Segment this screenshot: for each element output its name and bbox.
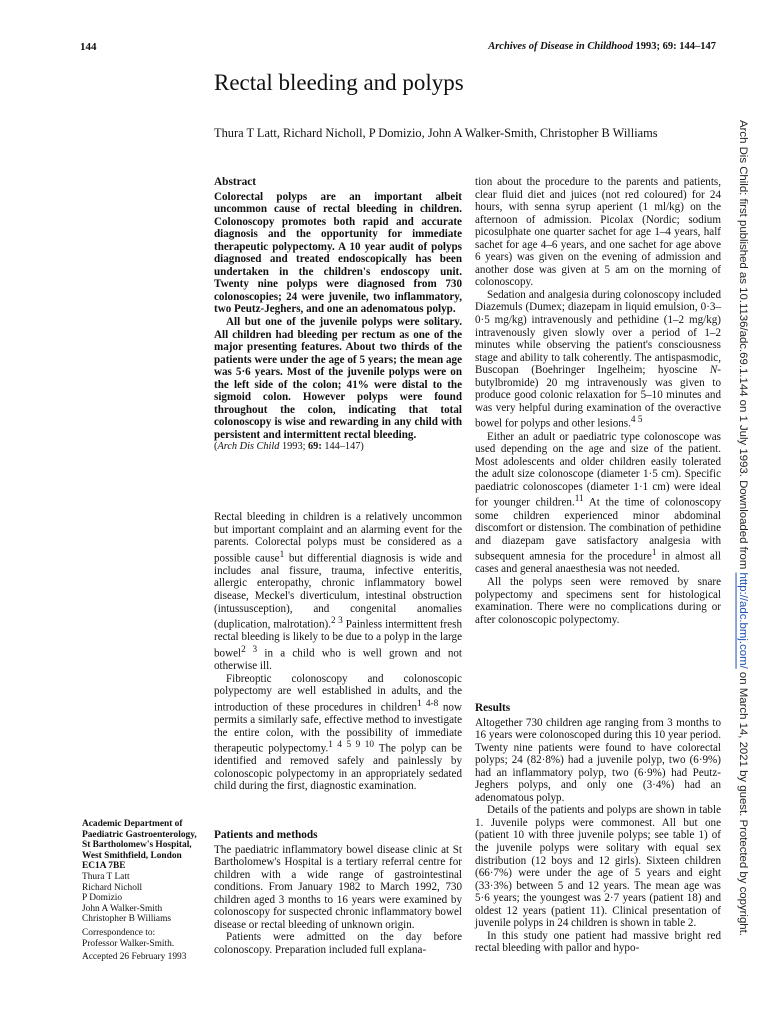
intro-paragraph: Rectal bleeding in children is a relatively uncommon but important complaint and an alarming event for the parents. Colorectal polyps must be considered as a possible cause$^1$ but differential diagnosis is wide and includes anal fissure, trauma, infective enteritis, allergic enteropathy, chronic inflammatory bowel disease, Meckel's diverticulum, intestinal obstruction (intussusception), and congenital anomalies (duplication, malrotation).$^{2 3}$ Painless intermittent fresh rectal bleeding is likely to be due to a polyp in the large bowel$^{2 3}$ in a child who is well grown and not otherwise ill.	[214, 511, 463, 673]
journal-name: Archives of Disease in Childhood	[488, 41, 633, 52]
affiliation-name: P Domizio	[82, 893, 123, 904]
methods-paragraph: The paediatric inflammatory bowel disease clinic at St Bartholomew's Hospital is a tertiary referral centre for children with a wide range of gastrointestinal conditions. From January 1982 to March 1992, 730 children aged 3 months to 16 years were examined by colonoscopy for suspected chronic inflammatory bowel disease or rectal bleeding of unknown origin.	[214, 843, 462, 931]
correspondence-name: Professor Walker-Smith.	[82, 938, 175, 949]
methods-paragraph: Sedation and analgesia during colonoscopy included Diazemuls (Dumex; diazepam in liquid emulsion, 0·3–0·5 mg/kg) intravenously and pethidine (1–2 mg/kg) intravenously given slowly over a period of 1–2 minutes while observing the patient's consciousness stage and ability to talk coherently. The antispasmodic, Buscopan (Boehringer Ingelheim; hyoscine N-butylbromide) 20 mg intravenously was given to produce good colonic relaxation for 5–10 minutes and was very helpful during examination of the overactive bowel for polyps and other lesions.$^{4 5}$	[475, 288, 721, 431]
citation-journal: Arch Dis Child	[217, 441, 280, 453]
notice-text: on March 14, 2021 by guest. Protected by copyright.	[737, 668, 749, 936]
journal-citation: 1993; 69: 144–147	[635, 41, 716, 52]
abstract-section	[214, 176, 462, 454]
citation-pages: 144–147)	[321, 441, 364, 453]
methods-paragraph: Either an adult or paediatric type colonoscope was used depending on the age and size of the patient. Most adolescents and older children easily tolerated the adult size colonoscope (diameter 1·5 cm). Specific paediatric colonoscopes (diameter 1·1 cm) were ideal for younger children.$^{11}$ At the time of colonoscopy some children experienced minor abdominal discomfort or distension. The combination of pethidine and diazepam gave satisfactory analgesia with subsequent amnesia for the procedure$^1$ in almost all cases and general anaesthesia was not needed.	[475, 430, 722, 576]
affiliation-name: Christopher B Williams	[82, 914, 172, 925]
author-list: Thura T Latt, Richard Nicholl, P Domizio, John A Walker-Smith, Christopher B Williams	[214, 126, 658, 140]
accepted-date: Accepted 26 February 1993	[82, 952, 187, 963]
notice-text: Arch Dis Child: first published as 10.1136/adc.69.1.144 on 1 July 1993. Downloaded from	[737, 120, 749, 573]
results-heading: Results	[475, 702, 511, 714]
results-paragraph: In this study one patient had massive bright red rectal bleeding with pallor and hypo-	[475, 929, 721, 955]
author-affiliation	[82, 819, 207, 963]
abstract-paragraph: All but one of the juvenile polyps were solitary. All children had bleeding per rectum as one of the major presenting features. About two thirds of the patients were under the age of 5 years; the mean age was 5·6 years. Most of the juvenile polyps were on the left side of the colon; 41% were distal to the sigmoid colon. However polyps were found throughout the colon, indicating that total colonoscopy is wise and rewarding in any child with persistent and intermittent rectal bleeding.	[214, 316, 462, 441]
affiliation-department: Academic Department of Paediatric Gastroenterology, St Bartholomew's Hospital, West Smithfield, London EC1A 7BE	[82, 819, 197, 872]
citation-volume: 69:	[308, 441, 322, 453]
affiliation-name: Richard Nicholl	[82, 882, 143, 893]
intro-paragraph: Fibreoptic colonoscopy and colonoscopic polypectomy are well established in adults, and the introduction of these procedures in children$^{1 4-8}$ now permits a similarly safe, effective method to investigate the entire colon, with the possibility of immediate therapeutic polypectomy.$^{1 4 5 9 10}$ The polyp can be identified and removed safely and painlessly by colonoscopic polypectomy in an appropriately sedated child during the first, diagnostic examination.	[214, 672, 462, 793]
methods-paragraph: tion about the procedure to the parents and patients, clear fluid diet and juices (not red coloured) for 24 hours, with senna syrup aperient (1 ml/kg) on the afternoon of admission. Picolax (Nordic; sodium picosulphate one quarter sachet for age 1–4 years, half sachet for age 4–6 years, and one sachet for age above 6 years) was given on the evening of admission and another dose was given at 5 am on the morning of colonoscopy.	[475, 176, 721, 289]
abstract-heading: Abstract	[214, 176, 257, 188]
affiliation-name: John A Walker-Smith	[82, 903, 163, 914]
page-number: 144	[80, 41, 97, 53]
methods-heading: Patients and methods	[214, 829, 318, 841]
introduction-section	[214, 511, 462, 793]
methods-paragraph: All the polyps seen were removed by snare polypectomy and specimens sent for histological examination. There were no complications during or after colonoscopic polypectomy.	[475, 576, 721, 626]
article-title: Rectal bleeding and polyps	[214, 70, 464, 95]
journal-link[interactable]: http://adc.bmj.com/	[737, 572, 749, 669]
methods-paragraph: Patients were admitted on the day before colonoscopy. Preparation included full explana-	[214, 931, 462, 956]
journal-header	[488, 41, 716, 52]
abstract-paragraph: Colorectal polyps are an important albeit uncommon cause of rectal bleeding in children. Colonoscopy promotes both rapid and accurate diagnosis and the opportunity for immediate therapeutic polypectomy. A 10 year audit of polyps diagnosed and treated endoscopically has been undertaken in the children's endoscopy unit. Twenty nine polyps were diagnosed from 730 colonoscopies; 24 were juvenile, two inflammatory, two Peutz-Jeghers, and one an adenomatous polyp.	[214, 190, 462, 316]
methods-section	[214, 829, 462, 956]
abstract-citation: (Arch Dis Child 1993; 69: 144–147)	[214, 441, 364, 453]
affiliation-name: Thura T Latt	[82, 871, 130, 882]
results-paragraph: Altogether 730 children age ranging from 3 months to 16 years were colonoscoped during this 10 year period. Twenty nine patients were found to have colorectal polyps; 24 (82·8%) had a juvenile polyp, two (6·9%) had an inflammatory polyp, two (6·9%) had Peutz-Jeghers polyps, and only one (3·4%) had an adenomatous polyp.	[475, 716, 721, 804]
results-paragraph: Details of the patients and polyps are shown in table 1. Juvenile polyps were commonest. All but one (patient 10 with three juvenile polyps; see table 1) of the juvenile polyps were solitary with equal sex distribution (12 boys and 12 girls). Sixteen children (66·7%) were under the age of 5 years and eight (33·3%) between 5 and 12 years. The mean age was 5·6 years; the youngest was 2·7 years (patient 18) and oldest 12 years (patient 11). Clinical presentation of juvenile polyps in 24 children is shown in table 2.	[475, 804, 721, 930]
correspondence-label: Correspondence to:	[82, 927, 156, 938]
results-section	[475, 702, 721, 955]
citation-year: 1993;	[279, 441, 309, 453]
download-notice	[733, 120, 753, 936]
methods-continued	[475, 176, 721, 626]
